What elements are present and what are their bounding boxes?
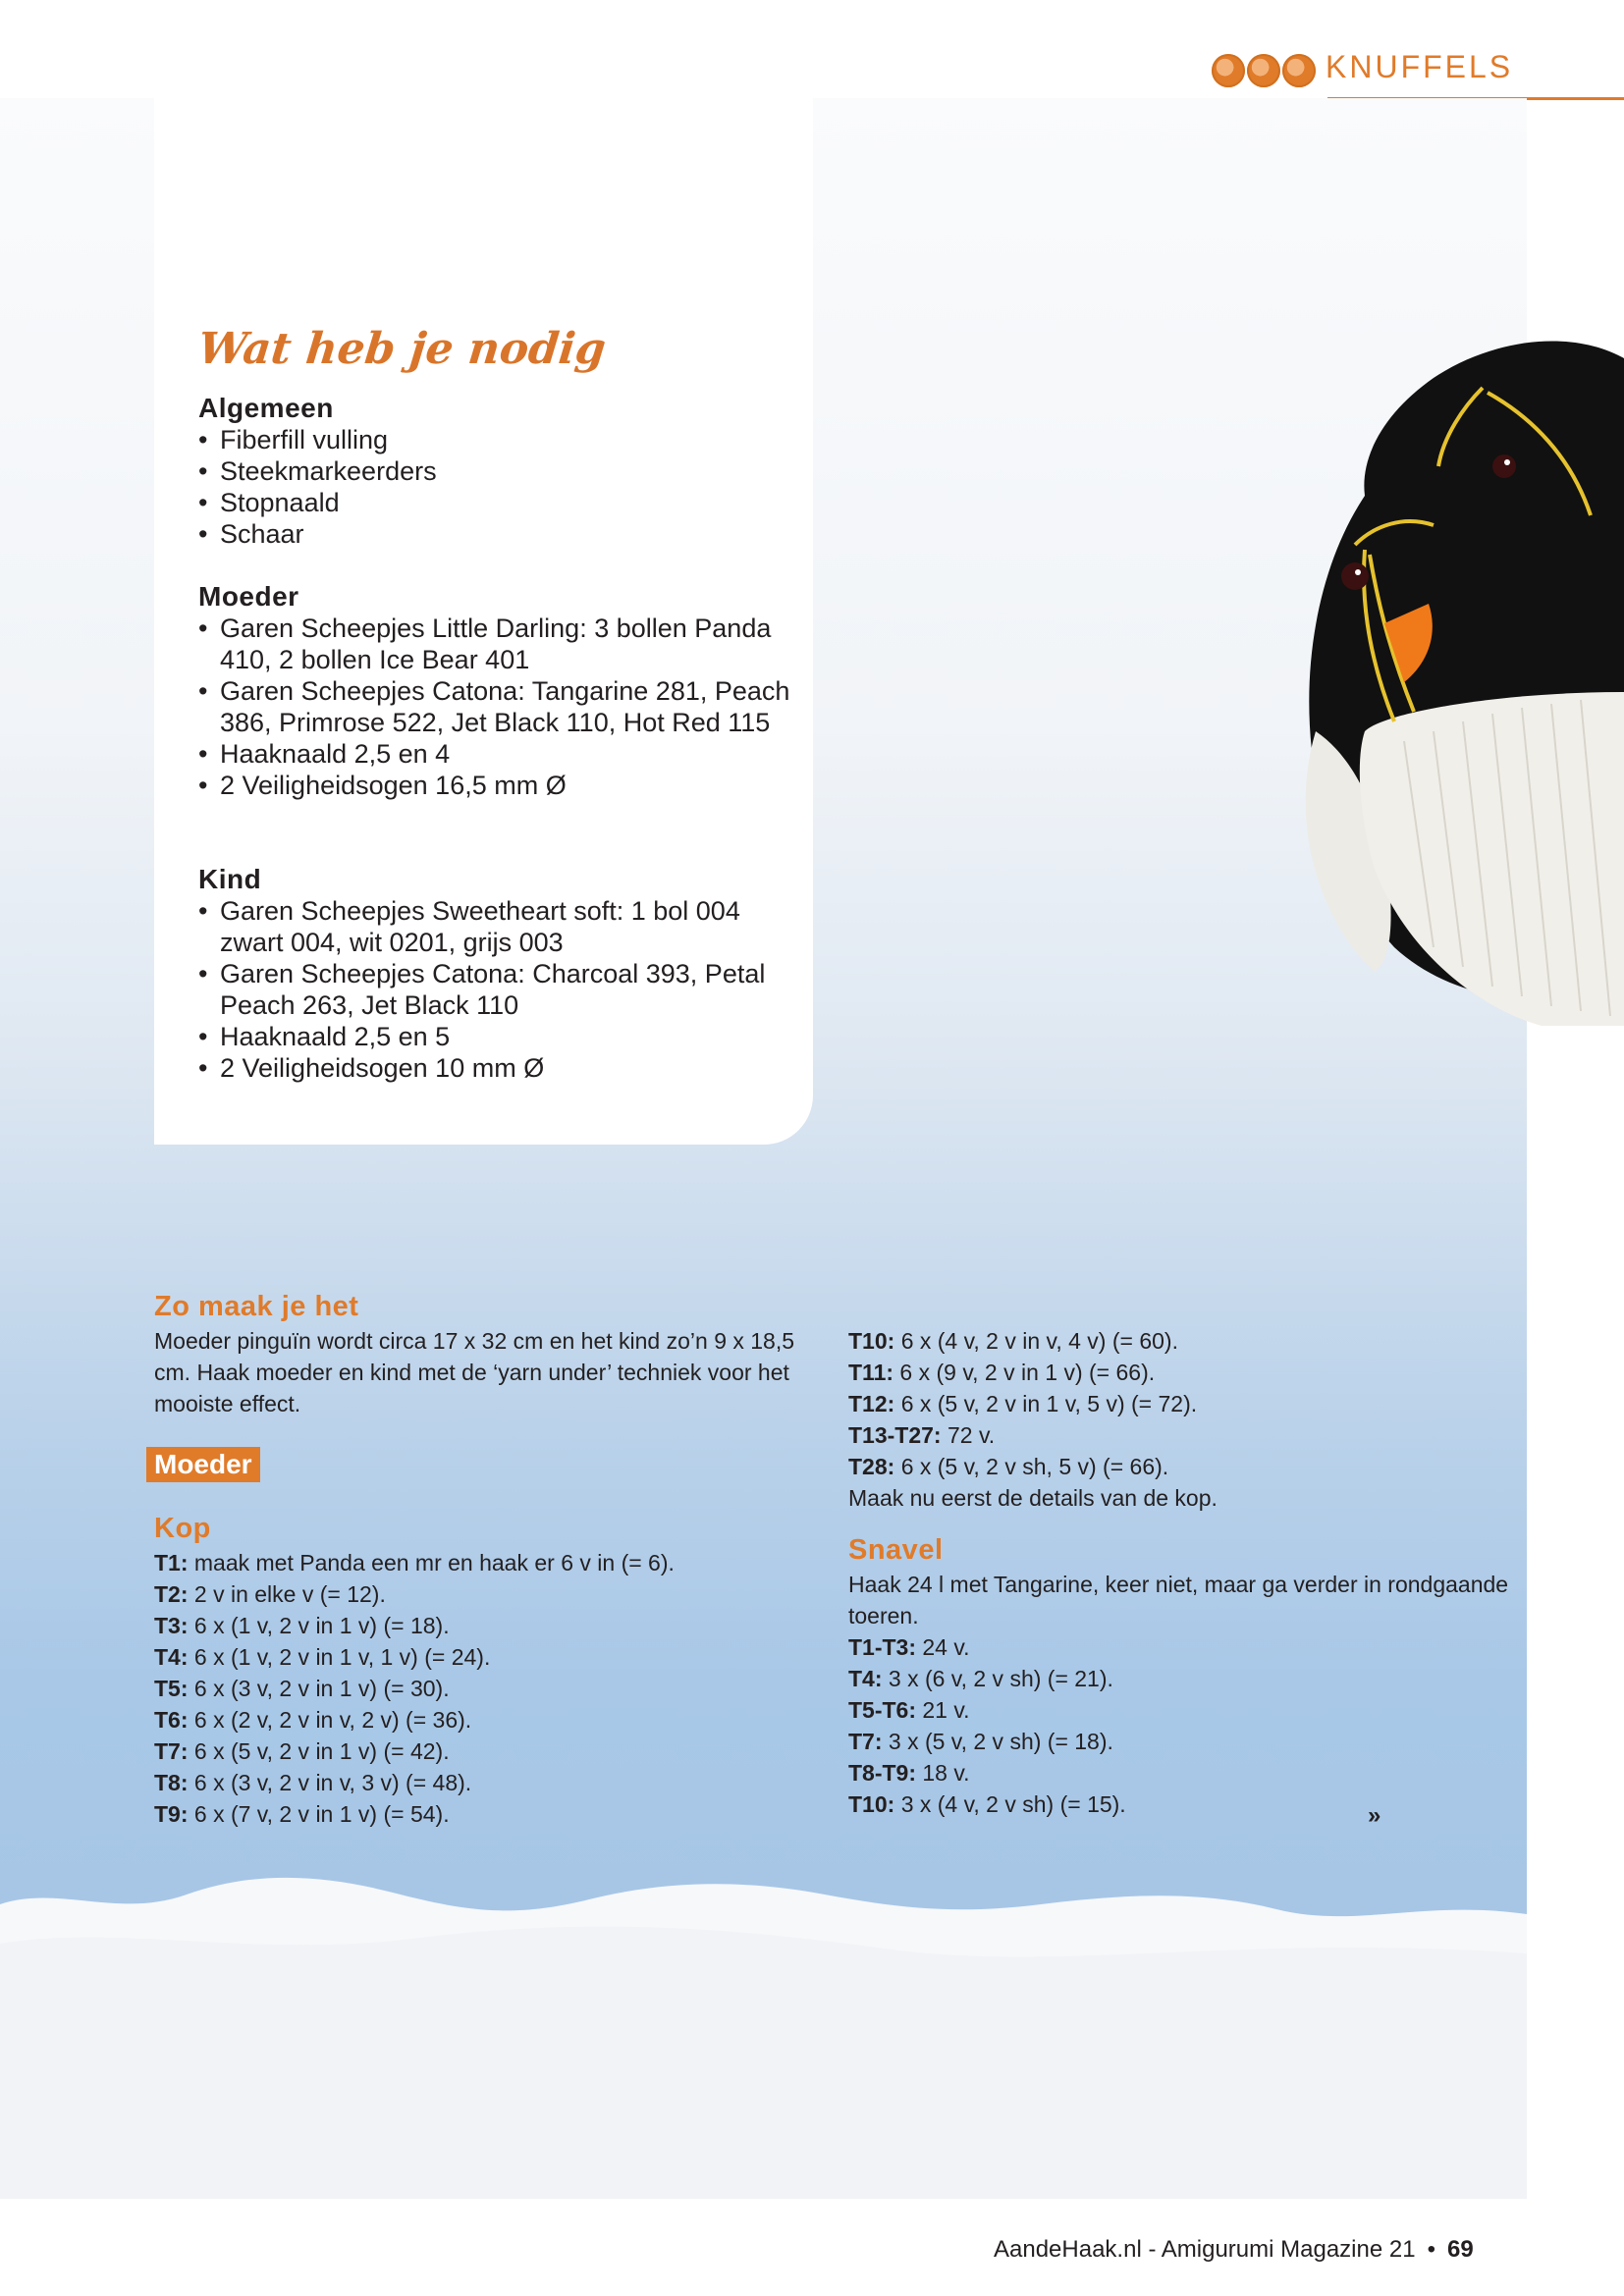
footer-bullet: •: [1427, 2236, 1435, 2263]
pattern-row: T10: 3 x (4 v, 2 v sh) (= 15).: [848, 1791, 1126, 1817]
pattern-row: T7: 3 x (5 v, 2 v sh) (= 18).: [848, 1729, 1113, 1754]
list-item: • Garen Scheepjes Sweetheart soft: 1 bol 004 zwart 004, wit 0201, grijs 003: [198, 895, 797, 958]
list-item: • Garen Scheepjes Catona: Charcoal 393, Petal Peach 263, Jet Black 110: [198, 958, 797, 1021]
list-item: • 2 Veiligheidsogen 10 mm Ø: [198, 1052, 797, 1084]
yarn-balls-icon-group: [1212, 54, 1316, 87]
pattern-row: T10: 6 x (4 v, 2 v in v, 4 v) (= 60).: [848, 1328, 1178, 1354]
pattern-row: T8: 6 x (3 v, 2 v in v, 3 v) (= 48).: [154, 1770, 472, 1795]
moeder-tag: Moeder: [146, 1447, 260, 1482]
instructions-intro: Moeder pinguïn wordt circa 17 x 32 cm en het kind zo’n 9 x 18,5 cm. Haak moeder en kind met de ‘yarn under’ techniek voor het mooiste effect.: [154, 1328, 795, 1416]
pattern-row: T9: 6 x (7 v, 2 v in 1 v) (= 54).: [154, 1801, 450, 1827]
list-item: • Stopnaald: [198, 487, 797, 518]
pattern-row: T28: 6 x (5 v, 2 v sh, 5 v) (= 66).: [848, 1454, 1169, 1479]
page-number: 69: [1446, 2236, 1474, 2263]
kop-heading: Kop: [154, 1513, 211, 1544]
penguin-photo: [1247, 319, 1624, 1026]
instructions-heading: Zo maak je het: [154, 1291, 359, 1322]
snavel-intro: Haak 24 l met Tangarine, keer niet, maar ga verder in rondgaande toeren.: [848, 1572, 1509, 1629]
yarn-ball-icon: [1282, 54, 1316, 87]
snow-ground: [0, 1865, 1527, 2199]
pattern-row: T3: 6 x (1 v, 2 v in 1 v) (= 18).: [154, 1613, 450, 1638]
pattern-row: T11: 6 x (9 v, 2 v in 1 v) (= 66).: [848, 1360, 1156, 1385]
pattern-row: T8-T9: 18 v.: [848, 1760, 970, 1786]
list-item: • 2 Veiligheidsogen 16,5 mm Ø: [198, 770, 797, 801]
pattern-row: T12: 6 x (5 v, 2 v in 1 v, 5 v) (= 72).: [848, 1391, 1198, 1416]
instructions-right-column: [848, 1325, 1526, 1820]
pattern-row: T6: 6 x (2 v, 2 v in v, 2 v) (= 36).: [154, 1707, 472, 1733]
list-item: • Garen Scheepjes Catona: Tangarine 281, Peach 386, Primrose 522, Jet Black 110, Hot Red 115: [198, 675, 797, 738]
kop-note: Maak nu eerst de details van de kop.: [848, 1485, 1218, 1511]
materials-group-heading: Kind: [198, 864, 262, 894]
materials-group-kind: [198, 864, 797, 1084]
pattern-row: T4: 3 x (6 v, 2 v sh) (= 21).: [848, 1666, 1113, 1691]
continue-arrow-icon: »: [1368, 1802, 1381, 1829]
pattern-row: T5: 6 x (3 v, 2 v in 1 v) (= 30).: [154, 1676, 450, 1701]
materials-group-moeder: [198, 581, 797, 801]
pattern-row: T2: 2 v in elke v (= 12).: [154, 1581, 386, 1607]
footer-site: AandeHaak.nl - Amigurumi Magazine 21: [994, 2236, 1416, 2263]
materials-group-heading: Algemeen: [198, 393, 334, 423]
list-item: • Garen Scheepjes Little Darling: 3 bollen Panda 410, 2 bollen Ice Bear 401: [198, 613, 797, 675]
pattern-row: T5-T6: 21 v.: [848, 1697, 970, 1723]
yarn-ball-icon: [1247, 54, 1280, 87]
pattern-row: T7: 6 x (5 v, 2 v in 1 v) (= 42).: [154, 1738, 450, 1764]
list-item: • Steekmarkeerders: [198, 455, 797, 487]
list-item: • Schaar: [198, 518, 797, 550]
pattern-row: T1: maak met Panda een mr en haak er 6 v in (= 6).: [154, 1550, 675, 1575]
materials-title: Wat heb je nodig: [195, 324, 609, 374]
materials-group-algemeen: [198, 393, 797, 550]
pattern-row: T4: 6 x (1 v, 2 v in 1 v, 1 v) (= 24).: [154, 1644, 491, 1670]
yarn-ball-icon: [1212, 54, 1245, 87]
snavel-heading: Snavel: [848, 1534, 944, 1566]
list-item: • Haaknaald 2,5 en 4: [198, 738, 797, 770]
page-footer: [994, 2236, 1474, 2264]
pattern-row: T1-T3: 24 v.: [848, 1634, 970, 1660]
materials-group-heading: Moeder: [198, 581, 299, 612]
pattern-row: T13-T27: 72 v.: [848, 1422, 996, 1448]
list-item: • Haaknaald 2,5 en 5: [198, 1021, 797, 1052]
instructions-left-column: [154, 1288, 832, 1830]
list-item: • Fiberfill vulling: [198, 424, 797, 455]
section-title: KNUFFELS: [1326, 49, 1514, 84]
